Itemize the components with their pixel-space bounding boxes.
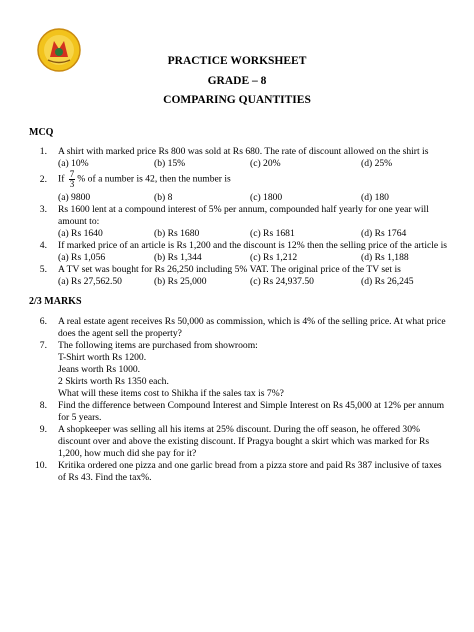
option-a: (a) 9800 bbox=[58, 192, 91, 203]
question-text-line-2: discount over and above the existing discount. If Pragya bought a skirt which was marked for Rs bbox=[58, 436, 430, 447]
question-text-line-1: Rs 1600 lent at a compound interest of 5% per annum, compounded half yearly for one year will bbox=[58, 204, 429, 215]
worksheet-title: PRACTICE WORKSHEET bbox=[167, 55, 307, 67]
question-text-line-2: amount to: bbox=[58, 216, 100, 227]
question-prefix: If bbox=[58, 173, 65, 185]
question-text-line-4: 2 Skirts worth Rs 1350 each. bbox=[58, 376, 169, 387]
option-b: (b) Rs 1,344 bbox=[154, 252, 202, 263]
option-a: (a) 10% bbox=[58, 158, 89, 169]
question-number: 6. bbox=[39, 316, 47, 327]
question-text-line-3: 1,200, how much did she pay for it? bbox=[58, 448, 197, 459]
question-text-line-1: Find the difference between Compound Interest and Simple Interest on Rs 45,000 at 12% per annum bbox=[58, 400, 445, 411]
question-text-line-2: does the agent sell the property? bbox=[58, 328, 182, 339]
question-text-line-1: The following items are purchased from showroom: bbox=[58, 340, 258, 351]
option-d: (d) Rs 1,188 bbox=[361, 252, 409, 263]
question-suffix: % of a number is 42, then the number is bbox=[77, 173, 231, 185]
option-a: (a) Rs 27,562.50 bbox=[58, 276, 122, 287]
grade-heading: GRADE – 8 bbox=[207, 75, 267, 87]
topic-heading: COMPARING QUANTITIES bbox=[163, 94, 311, 106]
question-text: A TV set was bought for Rs 26,250 including 5% VAT. The original price of the TV set is bbox=[58, 264, 401, 275]
option-c: (c) Rs 1681 bbox=[250, 228, 295, 239]
option-c: (c) 20% bbox=[250, 158, 281, 169]
question-text-line-2: T-Shirt worth Rs 1200. bbox=[58, 352, 147, 363]
option-c: (c) Rs 1,212 bbox=[250, 252, 298, 263]
mcq-question-2 bbox=[29, 170, 449, 190]
question-text: If marked price of an article is Rs 1,200 and the discount is 12% then the selling price of the article is bbox=[58, 240, 447, 251]
question-number: 3. bbox=[39, 204, 47, 215]
question-text-line-2: of Rs 43. Find the tax%. bbox=[58, 472, 152, 483]
question-text-line-2: for 5 years. bbox=[58, 412, 102, 423]
option-b: (b) 15% bbox=[154, 158, 186, 169]
question-number: 9. bbox=[39, 424, 47, 435]
question-text-line-1: Kritika ordered one pizza and one garlic bread from a pizza store and paid Rs 387 inclusive of taxes bbox=[58, 460, 442, 471]
option-c: (c) 1800 bbox=[250, 192, 283, 203]
option-b: (b) Rs 25,000 bbox=[154, 276, 207, 287]
option-a: (a) Rs 1640 bbox=[58, 228, 103, 239]
option-d: (d) 180 bbox=[361, 192, 389, 203]
mcq-section-heading: MCQ bbox=[29, 127, 54, 138]
option-b: (b) Rs 1680 bbox=[154, 228, 200, 239]
question-number: 5. bbox=[39, 264, 47, 275]
option-a: (a) Rs 1,056 bbox=[58, 252, 106, 263]
option-c: (c) Rs 24,937.50 bbox=[250, 276, 314, 287]
question-number: 8. bbox=[39, 400, 47, 411]
question-number: 7. bbox=[39, 340, 47, 351]
question-number: 2. bbox=[39, 174, 47, 185]
option-b: (b) 8 bbox=[154, 192, 173, 203]
question-number: 1. bbox=[39, 146, 47, 157]
fraction bbox=[69, 170, 76, 189]
question-text: A shirt with marked price Rs 800 was sold at Rs 680. The rate of discount allowed on the shirt is bbox=[58, 146, 429, 157]
option-d: (d) Rs 26,245 bbox=[361, 276, 414, 287]
marks-section-heading: 2/3 MARKS bbox=[29, 296, 82, 307]
question-number: 4. bbox=[39, 240, 47, 251]
option-d: (d) 25% bbox=[361, 158, 393, 169]
fraction-denominator: 3 bbox=[69, 179, 75, 189]
question-text-line-1: A shopkeeper was selling all his items at 25% discount. During the off season, he offered 30% bbox=[58, 424, 420, 435]
fraction-numerator: 7 bbox=[69, 169, 75, 179]
option-d: (d) Rs 1764 bbox=[361, 228, 407, 239]
question-text-line-3: Jeans worth Rs 1000. bbox=[58, 364, 141, 375]
question-number: 10. bbox=[35, 460, 47, 471]
question-text-line-1: A real estate agent receives Rs 50,000 as commission, which is 4% of the selling price. At what price bbox=[58, 316, 446, 327]
question-text-line-5: What will these items cost to Shikha if the sales tax is 7%? bbox=[58, 388, 284, 399]
